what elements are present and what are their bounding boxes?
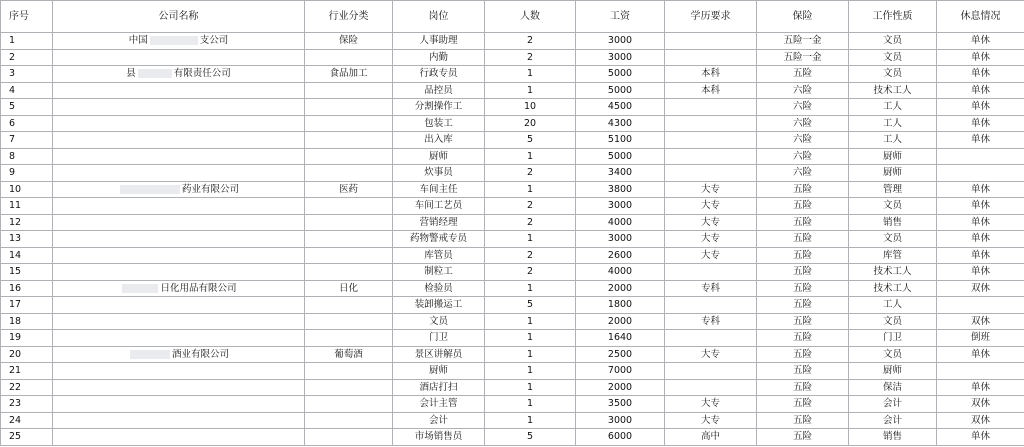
cell-industry[interactable] [305, 379, 393, 396]
cell-salary[interactable]: 3000 [576, 231, 665, 248]
header-salary[interactable]: 工资 [576, 1, 665, 33]
cell-rest[interactable] [937, 148, 1024, 165]
cell-idx[interactable]: 23 [1, 396, 53, 413]
cell-education[interactable] [665, 49, 757, 66]
cell-insurance[interactable]: 六险 [757, 148, 849, 165]
cell-idx[interactable]: 11 [1, 198, 53, 215]
cell-position[interactable]: 包装工 [393, 115, 485, 132]
cell-insurance[interactable]: 六险 [757, 82, 849, 99]
cell-insurance[interactable]: 五险一金 [757, 49, 849, 66]
cell-salary[interactable]: 6000 [576, 429, 665, 446]
header-row [1, 1, 1024, 33]
cell-headcount[interactable]: 2 [485, 165, 576, 182]
cell-rest[interactable]: 双休 [937, 313, 1024, 330]
cell-industry[interactable] [305, 82, 393, 99]
cell-industry[interactable] [305, 429, 393, 446]
cell-position[interactable]: 文员 [393, 313, 485, 330]
cell-idx[interactable]: 19 [1, 330, 53, 347]
cell-company[interactable] [53, 313, 305, 330]
table-row [1, 148, 1024, 165]
cell-position[interactable]: 品控员 [393, 82, 485, 99]
cell-job-type[interactable]: 文员 [849, 313, 937, 330]
cell-position[interactable]: 厨师 [393, 148, 485, 165]
cell-industry[interactable]: 日化 [305, 280, 393, 297]
cell-industry[interactable]: 葡萄酒 [305, 346, 393, 363]
cell-job-type[interactable]: 库管 [849, 247, 937, 264]
cell-position[interactable]: 检验员 [393, 280, 485, 297]
cell-insurance[interactable]: 五险 [757, 198, 849, 215]
table-row [1, 66, 1024, 83]
cell-position[interactable]: 制粒工 [393, 264, 485, 281]
cell-industry[interactable] [305, 165, 393, 182]
cell-rest[interactable]: 单休 [937, 264, 1024, 281]
cell-insurance[interactable]: 六险 [757, 165, 849, 182]
cell-industry[interactable] [305, 313, 393, 330]
cell-idx[interactable]: 1 [1, 33, 53, 50]
cell-idx[interactable]: 8 [1, 148, 53, 165]
cell-idx[interactable]: 20 [1, 346, 53, 363]
cell-education[interactable] [665, 297, 757, 314]
cell-idx[interactable]: 10 [1, 181, 53, 198]
cell-insurance[interactable]: 五险 [757, 214, 849, 231]
redacted-text [138, 69, 172, 78]
cell-education[interactable]: 大专 [665, 231, 757, 248]
cell-rest[interactable] [937, 297, 1024, 314]
cell-job-type[interactable]: 文员 [849, 66, 937, 83]
cell-headcount[interactable]: 1 [485, 313, 576, 330]
cell-company[interactable] [53, 99, 305, 116]
cell-position[interactable]: 车间主任 [393, 181, 485, 198]
table-row [1, 247, 1024, 264]
table-row [1, 231, 1024, 248]
cell-headcount[interactable]: 1 [485, 82, 576, 99]
cell-company[interactable] [53, 132, 305, 149]
cell-education[interactable] [665, 330, 757, 347]
cell-company[interactable] [53, 247, 305, 264]
cell-job-type[interactable]: 工人 [849, 115, 937, 132]
cell-rest[interactable]: 单休 [937, 66, 1024, 83]
cell-industry[interactable] [305, 148, 393, 165]
cell-idx[interactable]: 2 [1, 49, 53, 66]
cell-education[interactable]: 大专 [665, 346, 757, 363]
table-row [1, 198, 1024, 215]
cell-education[interactable]: 大专 [665, 412, 757, 429]
cell-company[interactable] [53, 297, 305, 314]
table-row [1, 99, 1024, 116]
cell-position[interactable]: 内勤 [393, 49, 485, 66]
table-row [1, 412, 1024, 429]
cell-rest[interactable]: 双休 [937, 396, 1024, 413]
cell-idx[interactable]: 4 [1, 82, 53, 99]
cell-industry[interactable]: 食品加工 [305, 66, 393, 83]
table-row [1, 280, 1024, 297]
cell-position[interactable]: 药物警戒专员 [393, 231, 485, 248]
cell-idx[interactable]: 21 [1, 363, 53, 380]
header-job-type[interactable]: 工作性质 [849, 1, 937, 33]
table-row [1, 264, 1024, 281]
cell-headcount[interactable]: 1 [485, 66, 576, 83]
cell-industry[interactable] [305, 132, 393, 149]
cell-idx[interactable]: 3 [1, 66, 53, 83]
cell-education[interactable] [665, 165, 757, 182]
cell-position[interactable]: 行政专员 [393, 66, 485, 83]
table-row [1, 379, 1024, 396]
table-row [1, 330, 1024, 347]
cell-salary[interactable]: 3000 [576, 33, 665, 50]
cell-idx[interactable]: 6 [1, 115, 53, 132]
cell-rest[interactable]: 单休 [937, 231, 1024, 248]
cell-company[interactable] [53, 280, 305, 297]
cell-job-type[interactable]: 厨师 [849, 148, 937, 165]
cell-insurance[interactable]: 六险 [757, 115, 849, 132]
cell-salary[interactable]: 3500 [576, 396, 665, 413]
cell-salary[interactable]: 5100 [576, 132, 665, 149]
table-row [1, 49, 1024, 66]
cell-position[interactable]: 会计主管 [393, 396, 485, 413]
company-name-end: 酒业有限公司 [171, 348, 229, 360]
cell-insurance[interactable]: 五险 [757, 346, 849, 363]
cell-headcount[interactable]: 1 [485, 346, 576, 363]
cell-rest[interactable]: 倒班 [937, 330, 1024, 347]
cell-headcount[interactable]: 20 [485, 115, 576, 132]
cell-salary[interactable]: 4300 [576, 115, 665, 132]
cell-company[interactable] [53, 330, 305, 347]
cell-job-type[interactable]: 会计 [849, 412, 937, 429]
company-name-start: 县 [126, 68, 136, 79]
header-headcount[interactable]: 人数 [485, 1, 576, 33]
cell-idx[interactable]: 9 [1, 165, 53, 182]
cell-headcount[interactable]: 1 [485, 231, 576, 248]
header-idx[interactable]: 序号 [1, 1, 53, 33]
cell-insurance[interactable]: 五险 [757, 313, 849, 330]
cell-company[interactable] [53, 49, 305, 66]
cell-company[interactable] [53, 33, 305, 50]
company-name-end: 药业有限公司 [181, 183, 239, 195]
cell-company[interactable] [53, 264, 305, 281]
cell-headcount[interactable]: 2 [485, 198, 576, 215]
cell-rest[interactable]: 单休 [937, 346, 1024, 363]
cell-education[interactable] [665, 132, 757, 149]
cell-industry[interactable] [305, 231, 393, 248]
cell-salary[interactable]: 4500 [576, 99, 665, 116]
cell-position[interactable]: 酒店打扫 [393, 379, 485, 396]
cell-industry[interactable] [305, 412, 393, 429]
cell-education[interactable]: 本科 [665, 82, 757, 99]
cell-job-type[interactable]: 厨师 [849, 165, 937, 182]
cell-position[interactable]: 人事助理 [393, 33, 485, 50]
cell-company[interactable] [53, 363, 305, 380]
cell-job-type[interactable]: 销售 [849, 214, 937, 231]
table-row [1, 33, 1024, 50]
company-name-start: 中国 [128, 35, 148, 46]
header-position[interactable]: 岗位 [393, 1, 485, 33]
cell-job-type[interactable]: 工人 [849, 132, 937, 149]
cell-job-type[interactable]: 厨师 [849, 363, 937, 380]
cell-position[interactable]: 出入库 [393, 132, 485, 149]
table-row [1, 363, 1024, 380]
table-row [1, 165, 1024, 182]
cell-job-type[interactable]: 文员 [849, 231, 937, 248]
cell-industry[interactable] [305, 297, 393, 314]
cell-job-type[interactable]: 技术工人 [849, 264, 937, 281]
cell-industry[interactable]: 保险 [305, 33, 393, 50]
cell-idx[interactable]: 24 [1, 412, 53, 429]
cell-idx[interactable]: 15 [1, 264, 53, 281]
table-row [1, 214, 1024, 231]
cell-education[interactable]: 本科 [665, 66, 757, 83]
cell-industry[interactable]: 医药 [305, 181, 393, 198]
cell-insurance[interactable]: 五险 [757, 297, 849, 314]
header-education[interactable]: 学历要求 [665, 1, 757, 33]
cell-job-type[interactable]: 销售 [849, 429, 937, 446]
cell-position[interactable]: 车间工艺员 [393, 198, 485, 215]
cell-salary[interactable]: 2000 [576, 313, 665, 330]
cell-headcount[interactable]: 1 [485, 363, 576, 380]
table-row [1, 313, 1024, 330]
cell-salary[interactable]: 2000 [576, 280, 665, 297]
cell-insurance[interactable]: 五险 [757, 330, 849, 347]
header-rest[interactable]: 休息情况 [937, 1, 1024, 33]
cell-rest[interactable]: 单休 [937, 49, 1024, 66]
cell-insurance[interactable]: 五险 [757, 264, 849, 281]
cell-insurance[interactable]: 六险 [757, 99, 849, 116]
redacted-text [130, 350, 170, 359]
header-insurance[interactable]: 保险 [757, 1, 849, 33]
cell-industry[interactable] [305, 214, 393, 231]
cell-headcount[interactable]: 1 [485, 396, 576, 413]
cell-industry[interactable] [305, 49, 393, 66]
header-industry[interactable]: 行业分类 [305, 1, 393, 33]
cell-job-type[interactable]: 门卫 [849, 330, 937, 347]
cell-position[interactable]: 炊事员 [393, 165, 485, 182]
cell-company[interactable] [53, 181, 305, 198]
cell-position[interactable]: 会计 [393, 412, 485, 429]
cell-salary[interactable]: 2600 [576, 247, 665, 264]
cell-rest[interactable]: 单休 [937, 132, 1024, 149]
cell-education[interactable] [665, 115, 757, 132]
cell-idx[interactable]: 18 [1, 313, 53, 330]
cell-insurance[interactable]: 五险 [757, 379, 849, 396]
cell-company[interactable] [53, 115, 305, 132]
cell-headcount[interactable]: 2 [485, 33, 576, 50]
company-name-end: 支公司 [199, 35, 229, 46]
cell-rest[interactable]: 单休 [937, 33, 1024, 50]
cell-salary[interactable]: 4000 [576, 264, 665, 281]
table-row [1, 115, 1024, 132]
cell-position[interactable]: 门卫 [393, 330, 485, 347]
table-row [1, 82, 1024, 99]
cell-position[interactable]: 装卸搬运工 [393, 297, 485, 314]
cell-headcount[interactable]: 2 [485, 264, 576, 281]
cell-job-type[interactable]: 技术工人 [849, 280, 937, 297]
cell-industry[interactable] [305, 115, 393, 132]
cell-salary[interactable]: 1640 [576, 330, 665, 347]
cell-salary[interactable]: 2000 [576, 379, 665, 396]
cell-salary[interactable]: 2500 [576, 346, 665, 363]
cell-job-type[interactable]: 管理 [849, 181, 937, 198]
cell-company[interactable] [53, 379, 305, 396]
cell-industry[interactable] [305, 198, 393, 215]
cell-education[interactable] [665, 148, 757, 165]
cell-headcount[interactable]: 1 [485, 148, 576, 165]
cell-company[interactable] [53, 412, 305, 429]
cell-job-type[interactable]: 文员 [849, 49, 937, 66]
cell-job-type[interactable]: 文员 [849, 33, 937, 50]
cell-headcount[interactable]: 5 [485, 429, 576, 446]
cell-education[interactable]: 大专 [665, 247, 757, 264]
cell-insurance[interactable]: 六险 [757, 132, 849, 149]
cell-education[interactable]: 大专 [665, 214, 757, 231]
cell-job-type[interactable]: 保洁 [849, 379, 937, 396]
cell-industry[interactable] [305, 99, 393, 116]
cell-education[interactable]: 高中 [665, 429, 757, 446]
cell-insurance[interactable]: 五险 [757, 396, 849, 413]
cell-job-type[interactable]: 文员 [849, 346, 937, 363]
cell-rest[interactable] [937, 363, 1024, 380]
cell-job-type[interactable]: 会计 [849, 396, 937, 413]
cell-education[interactable] [665, 379, 757, 396]
cell-idx[interactable]: 12 [1, 214, 53, 231]
cell-industry[interactable] [305, 264, 393, 281]
cell-idx[interactable]: 17 [1, 297, 53, 314]
cell-salary[interactable]: 5000 [576, 82, 665, 99]
cell-idx[interactable]: 16 [1, 280, 53, 297]
cell-position[interactable]: 厨师 [393, 363, 485, 380]
cell-company[interactable] [53, 165, 305, 182]
cell-company[interactable] [53, 396, 305, 413]
cell-company[interactable] [53, 82, 305, 99]
cell-headcount[interactable]: 2 [485, 214, 576, 231]
cell-insurance[interactable]: 五险 [757, 66, 849, 83]
cell-job-type[interactable]: 技术工人 [849, 82, 937, 99]
cell-education[interactable]: 专科 [665, 280, 757, 297]
cell-salary[interactable]: 3800 [576, 181, 665, 198]
cell-rest[interactable]: 单休 [937, 247, 1024, 264]
cell-rest[interactable]: 单休 [937, 198, 1024, 215]
cell-rest[interactable]: 单休 [937, 99, 1024, 116]
redacted-text [122, 284, 158, 293]
cell-company[interactable] [53, 148, 305, 165]
table-row [1, 429, 1024, 446]
cell-company[interactable] [53, 231, 305, 248]
header-company[interactable]: 公司名称 [53, 1, 305, 33]
cell-idx[interactable]: 22 [1, 379, 53, 396]
redacted-text [150, 36, 198, 45]
cell-insurance[interactable]: 五险 [757, 363, 849, 380]
cell-headcount[interactable]: 1 [485, 280, 576, 297]
cell-position[interactable]: 营销经理 [393, 214, 485, 231]
cell-headcount[interactable]: 1 [485, 330, 576, 347]
cell-rest[interactable] [937, 165, 1024, 182]
cell-industry[interactable] [305, 363, 393, 380]
cell-rest[interactable]: 单休 [937, 181, 1024, 198]
cell-job-type[interactable]: 工人 [849, 99, 937, 116]
cell-idx[interactable]: 5 [1, 99, 53, 116]
cell-salary[interactable]: 3000 [576, 49, 665, 66]
cell-education[interactable] [665, 363, 757, 380]
table-row [1, 346, 1024, 363]
cell-idx[interactable]: 7 [1, 132, 53, 149]
cell-headcount[interactable]: 10 [485, 99, 576, 116]
cell-rest[interactable]: 单休 [937, 82, 1024, 99]
cell-salary[interactable]: 3000 [576, 412, 665, 429]
cell-rest[interactable]: 双休 [937, 280, 1024, 297]
cell-position[interactable]: 景区讲解员 [393, 346, 485, 363]
table-row [1, 181, 1024, 198]
cell-insurance[interactable]: 五险一金 [757, 33, 849, 50]
cell-headcount[interactable]: 2 [485, 247, 576, 264]
cell-rest[interactable]: 双休 [937, 412, 1024, 429]
cell-job-type[interactable]: 工人 [849, 297, 937, 314]
cell-industry[interactable] [305, 330, 393, 347]
cell-job-type[interactable]: 文员 [849, 198, 937, 215]
cell-insurance[interactable]: 五险 [757, 412, 849, 429]
cell-education[interactable] [665, 99, 757, 116]
cell-insurance[interactable]: 五险 [757, 181, 849, 198]
cell-salary[interactable]: 1800 [576, 297, 665, 314]
cell-salary[interactable]: 3400 [576, 165, 665, 182]
table-body [1, 33, 1024, 446]
cell-education[interactable]: 专科 [665, 313, 757, 330]
cell-company[interactable] [53, 198, 305, 215]
cell-headcount[interactable]: 1 [485, 181, 576, 198]
cell-idx[interactable]: 13 [1, 231, 53, 248]
cell-salary[interactable]: 7000 [576, 363, 665, 380]
cell-salary[interactable]: 3000 [576, 198, 665, 215]
cell-headcount[interactable]: 2 [485, 49, 576, 66]
cell-insurance[interactable]: 五险 [757, 280, 849, 297]
cell-education[interactable]: 大专 [665, 181, 757, 198]
cell-company[interactable] [53, 214, 305, 231]
cell-salary[interactable]: 4000 [576, 214, 665, 231]
table-row [1, 396, 1024, 413]
cell-position[interactable]: 市场销售员 [393, 429, 485, 446]
cell-headcount[interactable]: 1 [485, 412, 576, 429]
table-row [1, 297, 1024, 314]
cell-industry[interactable] [305, 396, 393, 413]
cell-company[interactable] [53, 346, 305, 363]
cell-salary[interactable]: 5000 [576, 148, 665, 165]
cell-insurance[interactable]: 五险 [757, 231, 849, 248]
cell-position[interactable]: 库管员 [393, 247, 485, 264]
cell-salary[interactable]: 5000 [576, 66, 665, 83]
cell-idx[interactable]: 25 [1, 429, 53, 446]
company-name-end: 有限责任公司 [173, 68, 231, 79]
cell-education[interactable] [665, 33, 757, 50]
company-name-end: 日化用品有限公司 [160, 282, 237, 294]
cell-company[interactable] [53, 429, 305, 446]
cell-rest[interactable]: 单休 [937, 115, 1024, 132]
cell-headcount[interactable]: 5 [485, 132, 576, 149]
cell-rest[interactable]: 单休 [937, 214, 1024, 231]
cell-headcount[interactable]: 5 [485, 297, 576, 314]
cell-rest[interactable]: 单休 [937, 379, 1024, 396]
cell-headcount[interactable]: 1 [485, 379, 576, 396]
cell-education[interactable] [665, 264, 757, 281]
cell-education[interactable]: 大专 [665, 198, 757, 215]
cell-idx[interactable]: 14 [1, 247, 53, 264]
cell-industry[interactable] [305, 247, 393, 264]
cell-insurance[interactable]: 五险 [757, 429, 849, 446]
cell-education[interactable]: 大专 [665, 396, 757, 413]
cell-insurance[interactable]: 五险 [757, 247, 849, 264]
cell-position[interactable]: 分割操作工 [393, 99, 485, 116]
redacted-text [120, 185, 180, 194]
cell-company[interactable] [53, 66, 305, 83]
table-row [1, 132, 1024, 149]
cell-rest[interactable]: 单休 [937, 429, 1024, 446]
